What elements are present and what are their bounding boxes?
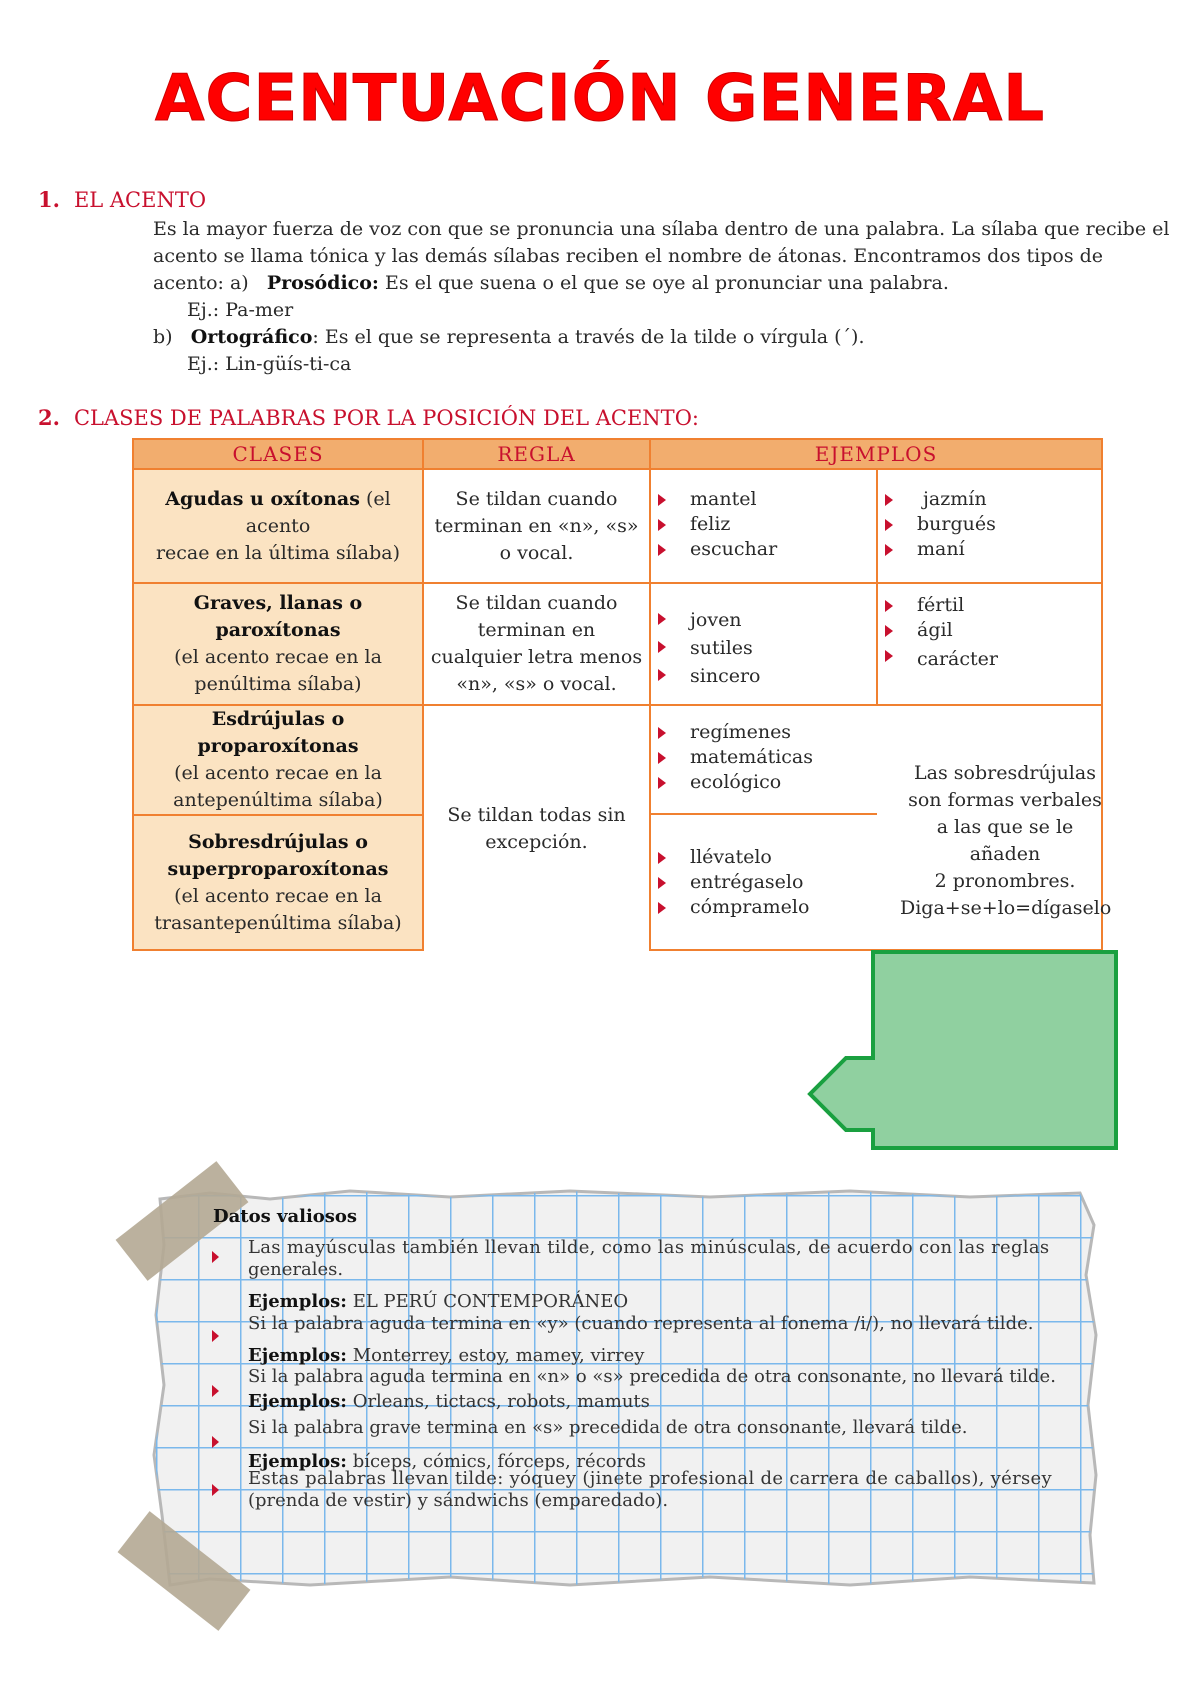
note-item-3: Si la palabra aguda termina en «n» o «s» precedida de otra consonante, no llevará tilde. <box>248 1366 1056 1387</box>
list-item: ágil <box>877 618 998 643</box>
examples-list <box>650 606 760 690</box>
examples-list <box>650 487 777 562</box>
class-desc: (el acento recae en la antepenúltima sílaba) <box>173 762 383 811</box>
prosodico-line <box>153 270 1173 297</box>
green-arrow-shape <box>800 950 1120 1160</box>
label-b: b) <box>153 326 173 348</box>
list-item: fértil <box>877 593 998 618</box>
class-desc: (el acento recae en la penúltima sílaba) <box>174 646 382 695</box>
note-text: Estas palabras llevan tilde: yóquey (jinete profesional de carrera de caballos), yérsey <box>248 1468 1052 1489</box>
ortografico-text: : Es el que se representa a través de la tilde o vírgula (´). <box>312 326 865 348</box>
examples-list <box>650 720 813 795</box>
class-graves <box>132 582 424 706</box>
class-agudas <box>132 468 424 584</box>
class-desc: (el acento <box>245 487 391 537</box>
list-item: matemáticas <box>650 745 813 770</box>
section-title: CLASES DE PALABRAS POR LA POSICIÓN DEL ACENTO: <box>73 406 699 430</box>
label-a: acento: a) <box>153 272 249 294</box>
example-label: Ejemplos: <box>248 1451 347 1472</box>
header-regla: REGLA <box>422 438 651 470</box>
examples-list <box>877 487 996 562</box>
example-label: Ejemplos: <box>248 1345 347 1366</box>
paragraph-line: Es la mayor fuerza de voz con que se pronuncia una sílaba dentro de una palabra. La sílaba que recibe el <box>153 218 1170 240</box>
note-example-3 <box>248 1391 650 1413</box>
list-item: joven <box>650 606 760 634</box>
bullet-icon <box>212 1436 219 1448</box>
prosodico-label: Prosódico: <box>266 272 379 294</box>
class-esdrujulas <box>132 704 424 816</box>
example-line: Ej.: Lin-güís-ti-ca <box>187 353 352 375</box>
list-item: sincero <box>650 662 760 690</box>
note-title: Datos valiosos <box>213 1206 358 1227</box>
list-item: jazmín <box>877 487 996 512</box>
note-item-5 <box>248 1468 1058 1512</box>
class-sobresdrujulas <box>132 814 424 951</box>
bullet-icon <box>212 1385 219 1397</box>
rule-esdrujulas-sobresdrujulas: Se tildan todas sin excepción. <box>422 704 651 951</box>
example-text: Orleans, tictacs, robots, mamuts <box>352 1391 650 1412</box>
bullet-icon <box>212 1330 219 1342</box>
examples-list <box>650 845 809 920</box>
section-2-heading <box>38 405 699 430</box>
sobresdrujulas-note <box>900 760 1110 922</box>
note-item-4: Si la palabra grave termina en «s» precedida de otra consonante, llevará tilde. <box>248 1417 968 1438</box>
section-title: EL ACENTO <box>73 188 207 212</box>
note-item-2: Si la palabra aguda termina en «y» (cuando representa al fonema /i/), no llevará tilde. <box>248 1313 1034 1334</box>
list-item: sutiles <box>650 634 760 662</box>
note-text: Las mayúsculas también llevan tilde, como las minúsculas, de acuerdo con las reglas <box>248 1237 1050 1258</box>
paragraph-line: acento se llama tónica y las demás sílabas reciben el nombre de átonas. Encontramos dos tipos de <box>153 245 1104 267</box>
header-ejemplos: EJEMPLOS <box>649 438 1103 470</box>
list-item: carácter <box>877 643 998 675</box>
example-line: Ej.: Pa-mer <box>187 299 294 321</box>
section-number: 1. <box>38 187 60 212</box>
note-item-1 <box>248 1237 1058 1281</box>
list-item: regímenes <box>650 720 813 745</box>
class-desc: (el acento recae en la trasantepenúltima sílaba) <box>154 884 402 934</box>
rule-graves: Se tildan cuando terminan en cualquier letra menos «n», «s» o vocal. <box>422 582 651 706</box>
note-line: son formas verbales <box>908 789 1102 811</box>
note-example-1 <box>248 1291 628 1313</box>
ortografico-label: Ortográfico <box>190 326 313 348</box>
note-line: 2 pronombres. <box>934 870 1076 892</box>
note-line: a las que se le añaden <box>936 816 1074 865</box>
list-item: mantel <box>650 487 777 512</box>
section-1-heading <box>38 187 206 212</box>
bullet-icon <box>212 1484 219 1496</box>
section-number: 2. <box>38 405 60 430</box>
example-label: Ejemplos: <box>248 1391 347 1412</box>
example-text: EL PERÚ CONTEMPORÁNEO <box>352 1291 629 1312</box>
page-title: ACENTUACIÓN GENERAL <box>154 62 1046 136</box>
section-1-body <box>153 216 1173 378</box>
header-clases: CLASES <box>132 438 424 470</box>
bullet-icon <box>212 1251 219 1263</box>
list-item: llévatelo <box>650 845 809 870</box>
list-item: escuchar <box>650 537 777 562</box>
note-line: Diga+se+lo=dígaselo <box>900 897 1112 919</box>
example-text: bíceps, cómics, fórceps, récords <box>352 1451 646 1472</box>
example-text: Monterrey, estoy, mamey, virrey <box>352 1345 645 1366</box>
note-text: (prenda de vestir) y sándwichs (emparedado). <box>248 1490 669 1511</box>
note-text: generales. <box>248 1259 344 1280</box>
prosodico-text: Es el que suena o el que se oye al pronunciar una palabra. <box>385 272 949 294</box>
list-item: maní <box>877 537 996 562</box>
class-desc: recae en la última sílaba) <box>155 541 401 564</box>
class-name: Agudas u oxítonas <box>165 487 360 510</box>
list-item: entrégaselo <box>650 870 809 895</box>
note-example-2 <box>248 1345 644 1367</box>
list-item: burgués <box>877 512 996 537</box>
class-name: Sobresdrújulas o superproparoxítonas <box>167 830 389 880</box>
list-item: cómpramelo <box>650 895 809 920</box>
examples-list <box>877 593 998 675</box>
ortografico-line <box>153 324 1173 351</box>
class-name: Graves, llanas o paroxítonas <box>193 592 363 641</box>
example-label: Ejemplos: <box>248 1291 347 1312</box>
list-item: ecológico <box>650 770 813 795</box>
divider <box>651 813 877 815</box>
note-line: Las sobresdrújulas <box>914 762 1096 784</box>
class-name: Esdrújulas o proparoxítonas <box>197 708 359 757</box>
list-item: feliz <box>650 512 777 537</box>
rule-agudas: Se tildan cuando terminan en «n», «s» o vocal. <box>422 468 651 584</box>
